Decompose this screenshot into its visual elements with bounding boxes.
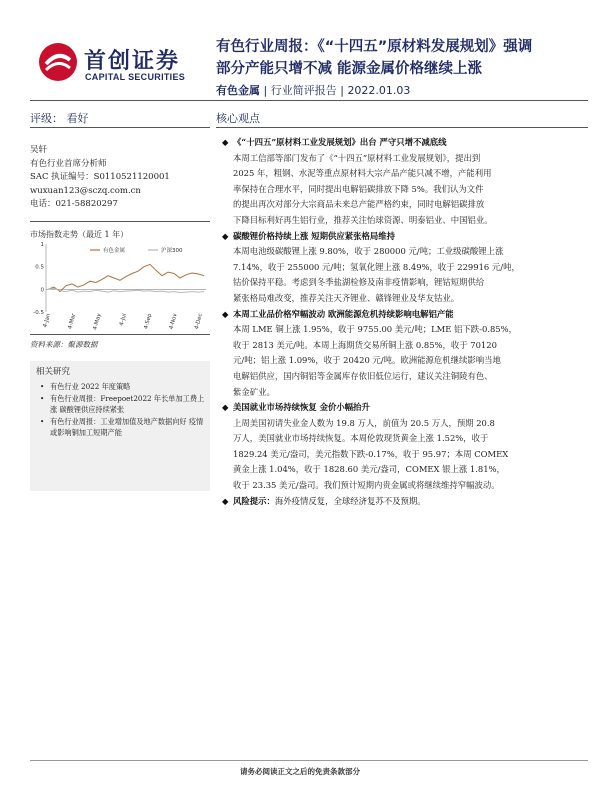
- paragraph-line: 元/吨；铝上涨 1.09%，收于 20420 元/吨。欧洲能源危机继续影响当地: [233, 355, 501, 366]
- chart-source: 资料来源：聚源数据: [30, 340, 98, 349]
- section-heading-text: 《“十四五”原材料工业发展规划》出台 严守只增不减底线: [233, 137, 447, 147]
- analyst-title: 有色行业首席分析师: [30, 158, 107, 169]
- diamond-bullet-icon: ◆: [222, 495, 229, 506]
- paragraph-line: 下降目标利好再生铝行业，推荐关注怡球资源、明泰铝业、中国铝业。: [233, 214, 493, 225]
- left-divider: [30, 127, 210, 128]
- analyst-sac: SAC 执证编号：S0110521120001: [30, 172, 170, 182]
- logo-en-text: CAPITAL SECURITIES: [85, 72, 186, 82]
- y-tick-label: 0.5: [35, 264, 44, 271]
- section-heading: [222, 135, 588, 151]
- bullet-icon: •: [40, 417, 45, 426]
- y-tick-label: -0.5: [33, 310, 44, 316]
- paragraph-line: 收于 2813 美元/吨。本周上海期货交易所铜上涨 0.85%，收于 70120: [233, 339, 497, 350]
- header-divider: [30, 100, 588, 101]
- risk-warning: [222, 494, 588, 510]
- chart-title: 市场指数走势（最近 1 年）: [30, 230, 129, 239]
- related-research-title: 相关研究: [36, 367, 71, 377]
- market-index-chart: [30, 240, 210, 331]
- diamond-bullet-icon: ◆: [222, 230, 229, 241]
- section-paragraph: [222, 322, 588, 400]
- paragraph-line: 率保持在合理水平，同时提出电解铝碳排放下降 5%。我们认为文件: [233, 183, 484, 194]
- meta-separator: |: [340, 84, 344, 97]
- paragraph-line: 万人，美国就业市场持续恢复。本周伦敦现货黄金上涨 1.52%，收于: [233, 433, 489, 444]
- diamond-bullet-icon: ◆: [222, 137, 229, 147]
- related-research-box: [30, 361, 210, 491]
- section-paragraph: [222, 151, 588, 229]
- analyst-divider: [30, 221, 210, 222]
- section-heading: [222, 229, 588, 245]
- paragraph-line: 黄金上涨 1.04%，收于 1828.60 美元/盎司，COMEX 银上涨 1.81%，: [233, 464, 505, 475]
- paragraph-line: 上周美国初请失业金人数为 19.8 万人，前值为 20.5 万人，预期 20.8: [233, 417, 495, 428]
- y-tick-label: 0: [40, 287, 44, 294]
- series-line: [48, 264, 204, 291]
- related-item[interactable]: [30, 381, 210, 392]
- section-paragraph: [222, 244, 588, 306]
- paragraph-line: 钴价保持平稳。考虑到冬季盐湖检修及南非疫情影响，锂钴短期供给: [233, 277, 485, 288]
- related-item[interactable]: [30, 393, 210, 415]
- paragraph-line: 收于 23.35 美元/盎司。我们预计短期内贵金属或将继续维持窄幅波动。: [233, 480, 500, 491]
- key-points-body: [222, 135, 588, 509]
- x-tick-label: 4-Mar: [67, 312, 78, 330]
- paragraph-line: 1829.24 美元/盎司，美元指数下跌-0.17%，收于 95.97；本周 COMEX: [233, 448, 509, 459]
- analyst-name: 吴轩: [30, 145, 48, 155]
- logo-cn-text: 首创证券: [84, 49, 181, 74]
- section-heading-text: 美国就业市场持续恢复 金价小幅抬升: [233, 402, 370, 413]
- x-tick-label: 4-Jul: [118, 312, 128, 327]
- report-date: 2022.01.03: [347, 84, 411, 97]
- related-item[interactable]: [30, 416, 210, 438]
- report-type: 行业简评报告: [270, 84, 337, 97]
- report-meta: [216, 82, 410, 98]
- paragraph-line: 紫金矿业。: [233, 386, 275, 397]
- analyst-info: [30, 144, 170, 212]
- analyst-phone: 电话：021-58820297: [30, 199, 118, 209]
- footer-disclaimer: 请务必阅读正文之后的免责条款部分: [240, 767, 360, 776]
- x-tick-label: 4-Sep: [143, 312, 154, 330]
- x-tick-label: 4-Jan: [42, 312, 52, 329]
- related-item-text: 有色行业周报：工业增加值及地产数据向好 疫情或影响铜加工短期产能: [50, 417, 204, 437]
- legend-label: 沪深300: [161, 248, 183, 254]
- related-item-text: 有色行业 2022 年度策略: [50, 382, 131, 391]
- x-tick-label: 4-Nov: [168, 312, 179, 331]
- y-tick-label: 1: [40, 242, 44, 248]
- diamond-bullet-icon: ◆: [222, 308, 229, 319]
- x-tick-label: 4-Dec: [193, 312, 204, 331]
- chart-divider: [30, 334, 210, 335]
- paragraph-line: 7.14%，收于 255000 元/吨；氢氧化锂上涨 8.49%，收于 229916 元/吨，: [233, 261, 520, 272]
- related-item-text: 有色行业周报：Freepoet2022 年长单加工费上涨 碳酸锂供应持续紧张: [50, 394, 205, 414]
- paragraph-line: 电解铝供应，国内铜铝等金属库存依旧低位运行，建议关注铜陵有色、: [233, 370, 493, 381]
- section-heading: [222, 307, 588, 323]
- section-heading: [222, 400, 588, 416]
- report-title-line-1: 有色行业周报：《“十四五”原材料发展规划》强调: [216, 39, 533, 55]
- risk-heading: 风险提示：: [233, 495, 275, 506]
- footer-divider: [30, 760, 588, 761]
- paragraph-line: 本周电池级碳酸锂上涨 9.80%，收于 280000 元/吨；工业级碳酸锂上涨: [233, 246, 504, 257]
- paragraph-line: 本周 LME 铜上涨 1.95%，收于 9755.00 美元/吨；LME 铝下跌-0.85%，: [233, 324, 517, 335]
- company-logo: [38, 40, 208, 88]
- related-research-list: [30, 381, 210, 439]
- meta-separator: |: [263, 84, 268, 97]
- paragraph-line: 紧张格局难改变，推荐关注天齐锂业、赣锋锂业及华友钴业。: [233, 292, 460, 303]
- x-tick-label: 4-May: [92, 312, 103, 331]
- bullet-icon: •: [40, 382, 45, 391]
- rating-label: 评级： 看好: [30, 112, 89, 125]
- legend-label: 有色金属: [103, 248, 126, 254]
- series-line: [48, 288, 204, 292]
- industry-label: 有色金属: [216, 84, 260, 97]
- diamond-bullet-icon: ◆: [222, 402, 229, 413]
- paragraph-line: 2025 年，粗钢、水泥等重点原材料大宗产品产能只减不增，产能利用: [233, 168, 492, 179]
- report-title: [216, 36, 588, 80]
- report-title-line-2: 部分产能只增不减 能源金属价格继续上涨: [216, 61, 483, 77]
- section-heading-text: 碳酸锂价格持续上涨 短期供应紧张格局维持: [233, 230, 396, 241]
- key-points-heading: 核心观点: [216, 112, 260, 125]
- risk-text: 海外疫情反复，全球经济复苏不及预期。: [274, 495, 426, 506]
- right-divider: [216, 127, 588, 128]
- section-heading-text: 本周工业品价格窄幅波动 欧洲能源危机持续影响电解铝产能: [233, 308, 454, 319]
- logo-mark-icon: [38, 42, 78, 82]
- chart-svg: [30, 240, 210, 336]
- paragraph-line: 本周工信部等部门发布了《“十四五”原材料工业发展规划》，提出到: [233, 152, 481, 163]
- bullet-icon: •: [40, 394, 45, 403]
- paragraph-line: 的提出再次对部分大宗商品未来总产能严格约束，同时电解铝碳排放: [233, 199, 485, 210]
- analyst-email[interactable]: wuxuan123@sczq.com.cn: [30, 185, 141, 196]
- section-paragraph: [222, 416, 588, 494]
